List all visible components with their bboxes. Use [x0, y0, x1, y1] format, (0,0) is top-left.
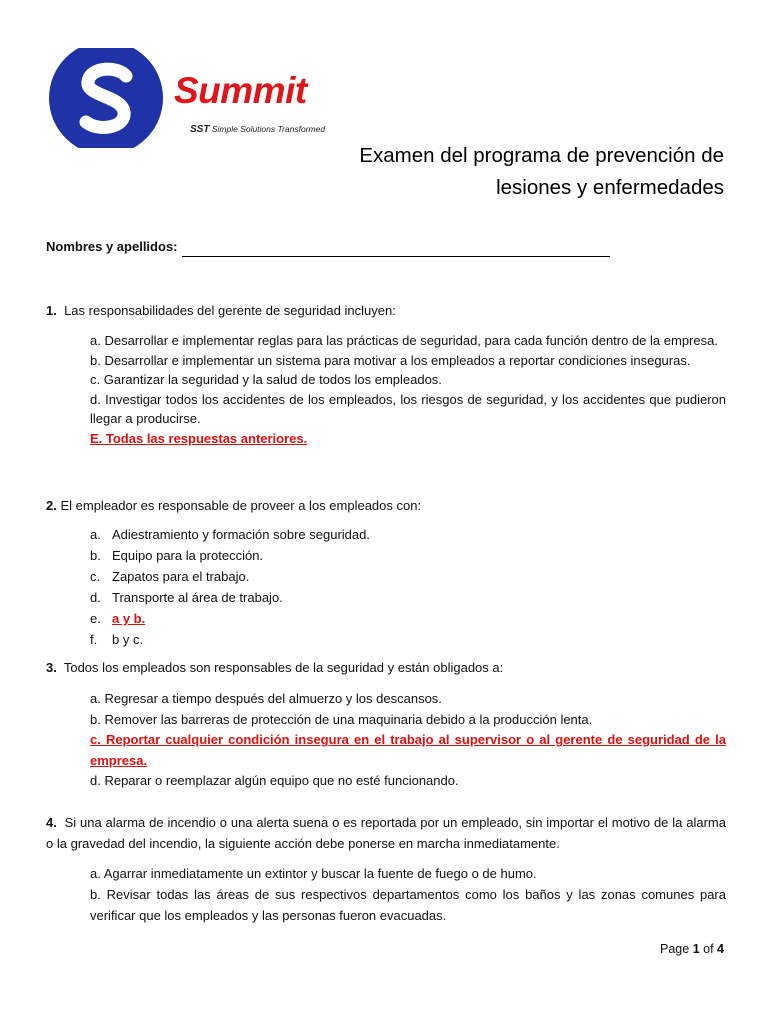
- q3-option-a[interactable]: a. Regresar a tiempo después del almuerzo y los descansos.: [90, 691, 442, 706]
- summit-logo: [48, 48, 348, 148]
- name-input-line[interactable]: [182, 256, 610, 257]
- q1-option-c[interactable]: c. Garantizar la seguridad y la salud de todos los empleados.: [90, 372, 442, 387]
- q4-option-b[interactable]: b. Revisar todas las áreas de sus respectivos departamentos como los baños y las zonas comunes para verificar que los empleados y las personas fueron evacuadas.: [90, 887, 726, 923]
- q1-option-b[interactable]: b. Desarrollar e implementar un sistema para motivar a los empleados a reportar condiciones inseguras.: [90, 352, 691, 368]
- q2-option-f[interactable]: f. b y c.: [90, 632, 144, 647]
- page-number: Page 1 of 4: [660, 942, 724, 956]
- question-4: 4. Si una alarma de incendio o una alerta suena o es reportada por un empleado, sin importar el motivo de la alarma o la gravedad del incendio, la siguiente acción debe ponerse en marcha inmediatamente.: [46, 815, 726, 851]
- logo-tagline: SST Simple Solutions Transformed: [190, 124, 326, 135]
- q2-option-b[interactable]: b. Equipo para la protección.: [90, 548, 264, 563]
- logo-wordmark: Summit: [174, 70, 307, 111]
- name-label: Nombres y apellidos:: [46, 239, 178, 254]
- q2-option-a[interactable]: a. Adiestramiento y formación sobre seguridad.: [90, 527, 370, 542]
- question-2: 2. El empleador es responsable de proveer a los empleados con:: [46, 498, 422, 513]
- question-3: 3. Todos los empleados son responsables de la seguridad y están obligados a:: [46, 660, 504, 675]
- question-1-options: [90, 331, 726, 448]
- summit-circle-s-icon: [48, 48, 188, 148]
- question-1: 1. Las responsabilidades del gerente de seguridad incluyen:: [46, 303, 396, 318]
- q4-option-a[interactable]: a. Agarrar inmediatamente un extintor y buscar la fuente de fuego o de humo.: [90, 866, 537, 881]
- question-2-options: [90, 524, 490, 650]
- q2-option-e-answer[interactable]: e. a y b.: [90, 611, 146, 626]
- question-3-options: [90, 689, 726, 792]
- q2-option-c[interactable]: c. Zapatos para el trabajo.: [90, 569, 250, 584]
- q1-option-e-answer[interactable]: E. Todas las respuestas anteriores.: [90, 430, 308, 446]
- q3-option-d[interactable]: d. Reparar o reemplazar algún equipo que no esté funcionando.: [90, 773, 459, 788]
- q3-option-c-answer[interactable]: c. Reportar cualquier condición insegura en el trabajo al supervisor o al gerente de seguridad de la empresa.: [90, 732, 726, 768]
- q2-option-d[interactable]: d. Transporte al área de trabajo.: [90, 590, 283, 605]
- q1-option-d[interactable]: d. Investigar todos los accidentes de los empleados, los riesgos de seguridad, y los accidentes que pudieron llegar a producirse.: [90, 391, 726, 426]
- q3-option-b[interactable]: b. Remover las barreras de protección de una maquinaria debido a la producción lenta.: [90, 711, 593, 727]
- q1-option-a[interactable]: a. Desarrollar e implementar reglas para las prácticas de seguridad, para cada función dentro de la empresa.: [90, 333, 718, 348]
- page-title: Examen del programa de prevención de lesiones y enfermedades: [359, 144, 724, 199]
- question-4-options: [90, 863, 726, 926]
